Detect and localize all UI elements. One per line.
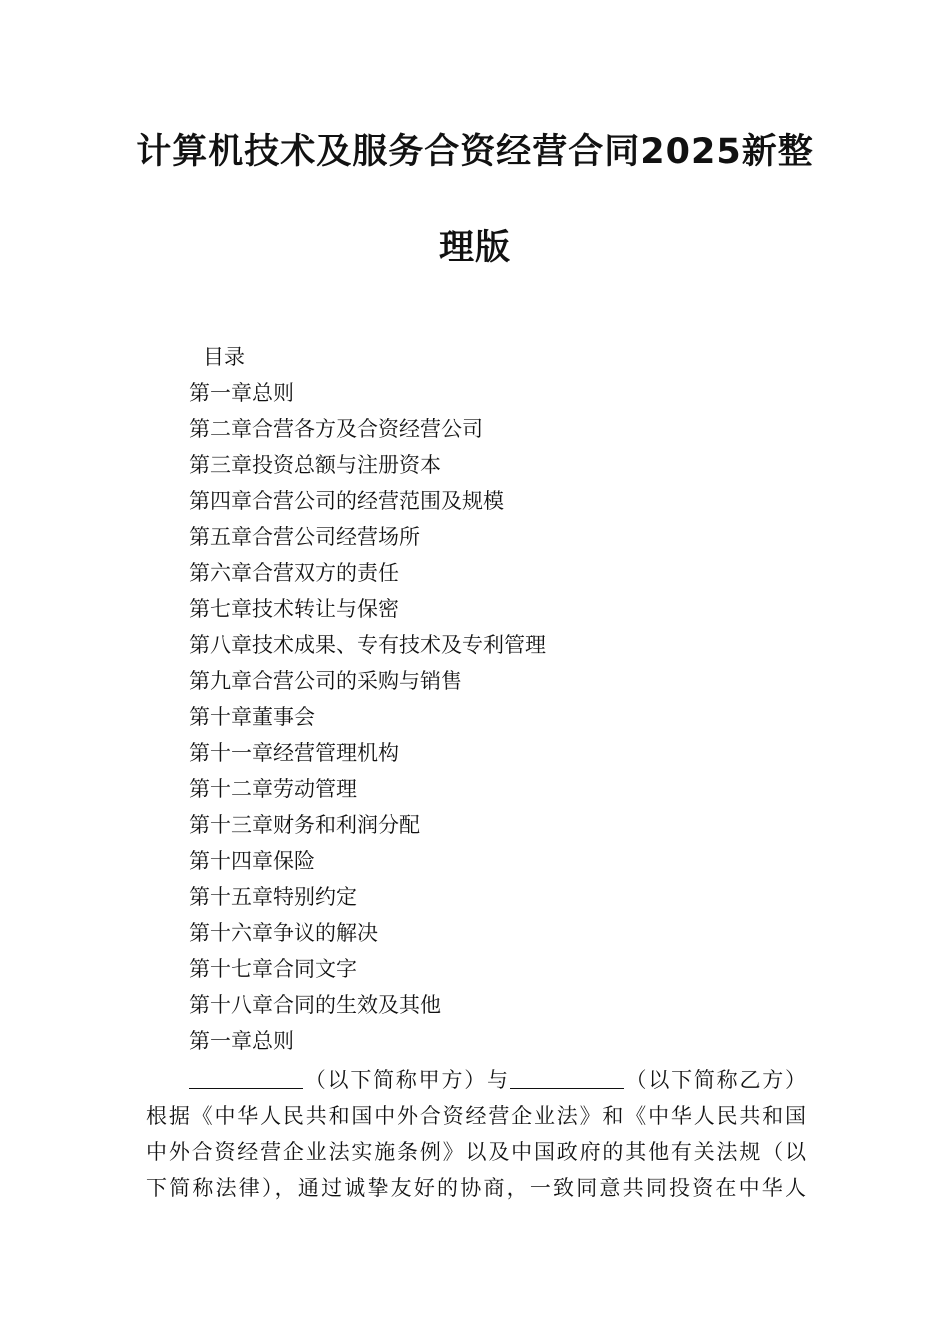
paragraph-line-3: 中外合资经营企业法实施条例》以及中国政府的其他有关法规（以 bbox=[146, 1140, 806, 1164]
toc-item-6: 第六章合营双方的责任 bbox=[189, 561, 399, 585]
toc-item-10: 第十章董事会 bbox=[189, 705, 315, 729]
party-b-blank bbox=[510, 1068, 624, 1089]
paragraph-line-1 bbox=[146, 1062, 806, 1098]
party-a-blank bbox=[189, 1068, 303, 1089]
toc-item-4: 第四章合营公司的经营范围及规模 bbox=[189, 489, 504, 513]
contract-body bbox=[146, 1062, 806, 1206]
toc-item-18: 第十八章合同的生效及其他 bbox=[189, 993, 441, 1017]
toc-item-8: 第八章技术成果、专有技术及专利管理 bbox=[189, 633, 546, 657]
document-title-line-1: 计算机技术及服务合资经营合同2025新整 bbox=[136, 132, 814, 172]
toc-item-2: 第二章合营各方及合资经营公司 bbox=[189, 417, 483, 441]
toc-item-17: 第十七章合同文字 bbox=[189, 957, 357, 981]
toc-item-16: 第十六章争议的解决 bbox=[189, 921, 378, 945]
paragraph-line-2: 根据《中华人民共和国中外合资经营企业法》和《中华人民共和国 bbox=[146, 1104, 806, 1128]
toc-heading: 目录 bbox=[203, 345, 245, 369]
toc-item-5: 第五章合营公司经营场所 bbox=[189, 525, 420, 549]
toc-item-9: 第九章合营公司的采购与销售 bbox=[189, 669, 462, 693]
toc-item-15: 第十五章特别约定 bbox=[189, 885, 357, 909]
party-b-text: （以下简称乙方） bbox=[623, 1068, 807, 1092]
document-title-line-2: 理版 bbox=[438, 228, 511, 268]
toc-item-11: 第十一章经营管理机构 bbox=[189, 741, 399, 765]
toc-item-13: 第十三章财务和利润分配 bbox=[189, 813, 420, 837]
toc-item-12: 第十二章劳动管理 bbox=[189, 777, 357, 801]
chapter-1-heading: 第一章总则 bbox=[189, 1029, 294, 1053]
table-of-contents bbox=[189, 380, 546, 1064]
toc-item-1: 第一章总则 bbox=[189, 381, 294, 405]
party-a-text: （以下简称甲方）与 bbox=[303, 1068, 510, 1092]
toc-item-14: 第十四章保险 bbox=[189, 849, 315, 873]
paragraph-line-4: 下简称法律），通过诚挚友好的协商，一致同意共同投资在中华人 bbox=[146, 1176, 806, 1200]
toc-item-7: 第七章技术转让与保密 bbox=[189, 597, 399, 621]
toc-item-3: 第三章投资总额与注册资本 bbox=[189, 453, 441, 477]
